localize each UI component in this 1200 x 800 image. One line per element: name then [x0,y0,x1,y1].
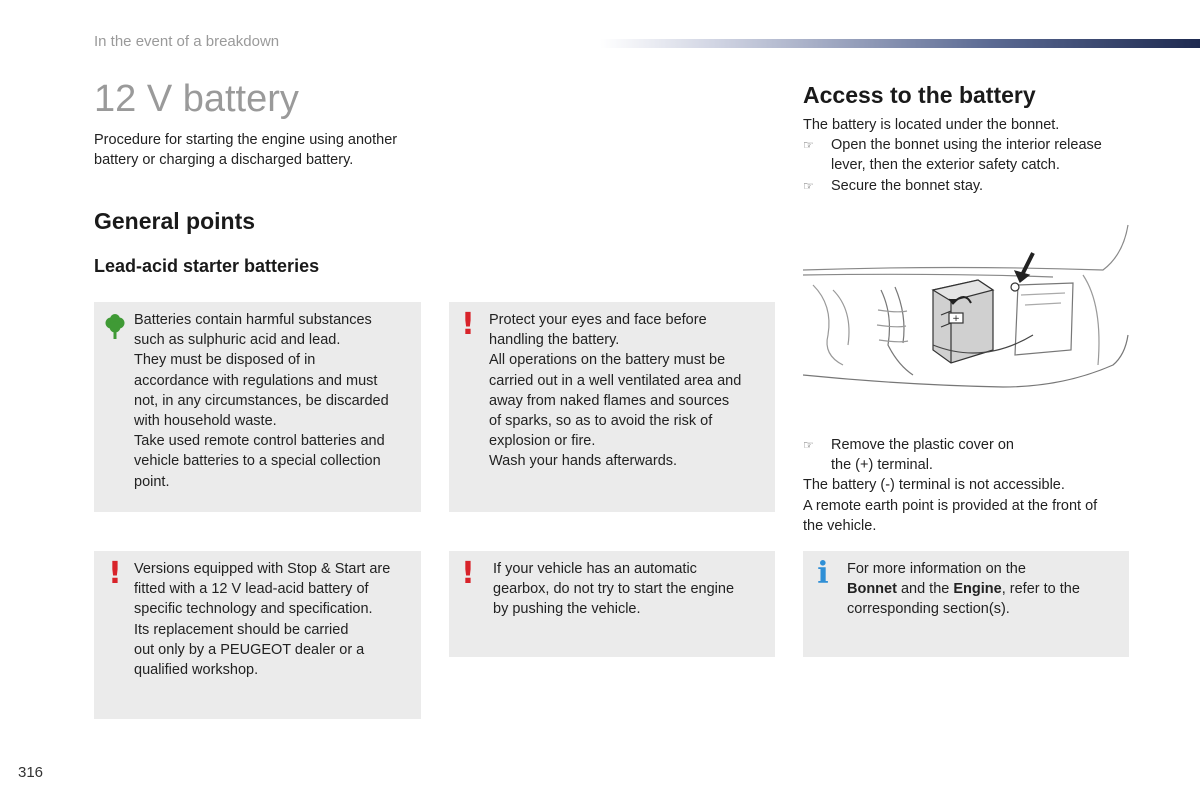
automatic-gearbox-warning-text [493,559,734,620]
text-line: fitted with a 12 V lead-acid battery of [134,581,369,598]
lead-acid-subheading: Lead-acid starter batteries [94,256,320,276]
text-line: gearbox, do not try to start the engine [493,581,735,598]
engine-ref: Engine [953,581,1002,598]
page-title: 12 V battery [94,78,299,120]
intro-text: Procedure for starting the engine using another battery or charging a discharged battery. [94,132,398,168]
text-line: not, in any circumstances, be discarded [134,392,389,409]
text-line: The battery (-) terminal is not accessible. [803,477,1065,494]
text-line [847,579,1080,599]
tree-icon [104,314,126,340]
info-note-text [847,559,1080,620]
environment-note-text [134,310,389,492]
text-line: accordance with regulations and must [134,372,378,389]
text-line: A remote earth point is provided at the front of [803,497,1098,514]
text-line: vehicle batteries to a special collection [134,453,381,470]
protect-warning-box [449,302,775,512]
environment-note-box [94,302,421,512]
text-line: the (+) terminal. [831,457,933,474]
protect-warning-text [489,310,741,472]
pointing-hand-icon: ☞ [803,138,814,153]
text-line: such as sulphuric acid and lead. [134,332,341,349]
access-steps [803,115,1133,196]
pointing-hand-icon: ☞ [803,178,814,193]
running-header: In the event of a breakdown [94,33,280,50]
text-line: of sparks, so as to avoid the risk of [489,413,713,430]
text-line: explosion or fire. [489,433,596,450]
bonnet-ref: Bonnet [847,581,897,598]
text-line: Batteries contain harmful substances [134,312,372,328]
text-line: All operations on the battery must be [489,352,726,369]
info-note-box [803,551,1129,657]
text-line: lever, then the exterior safety catch. [831,157,1060,174]
text-line: away from naked flames and sources [489,392,730,409]
text-line: If your vehicle has an automatic [493,561,697,577]
pointing-hand-icon: ☞ [803,438,814,452]
text-line: Secure the bonnet stay. [831,177,984,194]
stop-start-warning-text [134,559,390,680]
text-line: with household waste. [134,413,277,430]
warning-icon: ! [108,556,122,591]
cover-and-earth-text [803,435,1133,536]
text-line: corresponding section(s). [847,601,1010,618]
text-line: point. [134,473,170,490]
plus-terminal-label: + [952,314,960,324]
step-remove-cover [803,435,1133,475]
warning-icon: ! [461,556,475,591]
text-line: Remove the plastic cover on [831,437,1014,453]
text-line: Protect your eyes and face before [489,312,707,328]
header-gradient-bar [600,39,1200,48]
battery-location-illustration [803,215,1130,405]
text-line: Its replacement should be carried [134,621,349,638]
text-line: qualified workshop. [134,662,259,679]
text-fragment: , refer to the [1001,581,1080,598]
text-line: handling the battery. [489,332,620,349]
text-line: Take used remote control batteries and [134,433,385,450]
automatic-gearbox-warning-box [449,551,775,657]
stop-start-warning-box [94,551,421,719]
access-heading: Access to the battery [803,82,1036,108]
general-points-heading: General points [94,208,256,234]
step-secure-stay [803,176,1133,196]
text-line: the vehicle. [803,517,877,534]
text-line: For more information on the [847,561,1026,577]
text-line: by pushing the vehicle. [493,601,641,618]
text-line: They must be disposed of in [134,352,316,369]
text-line: Versions equipped with Stop & Start are [134,561,391,577]
text-line: Wash your hands afterwards. [489,453,678,470]
text-line: specific technology and specification. [134,601,373,618]
text-line: Open the bonnet using the interior release [831,137,1102,154]
text-line: carried out in a well ventilated area and [489,372,742,389]
battery-location-text: The battery is located under the bonnet. [803,117,1060,133]
warning-icon: ! [461,307,475,342]
text-line: out only by a PEUGEOT dealer or a [134,641,365,658]
step-open-bonnet [803,135,1133,175]
page-number: 316 [18,764,44,781]
info-icon: i [817,556,829,591]
text-fragment: and the [896,581,954,598]
